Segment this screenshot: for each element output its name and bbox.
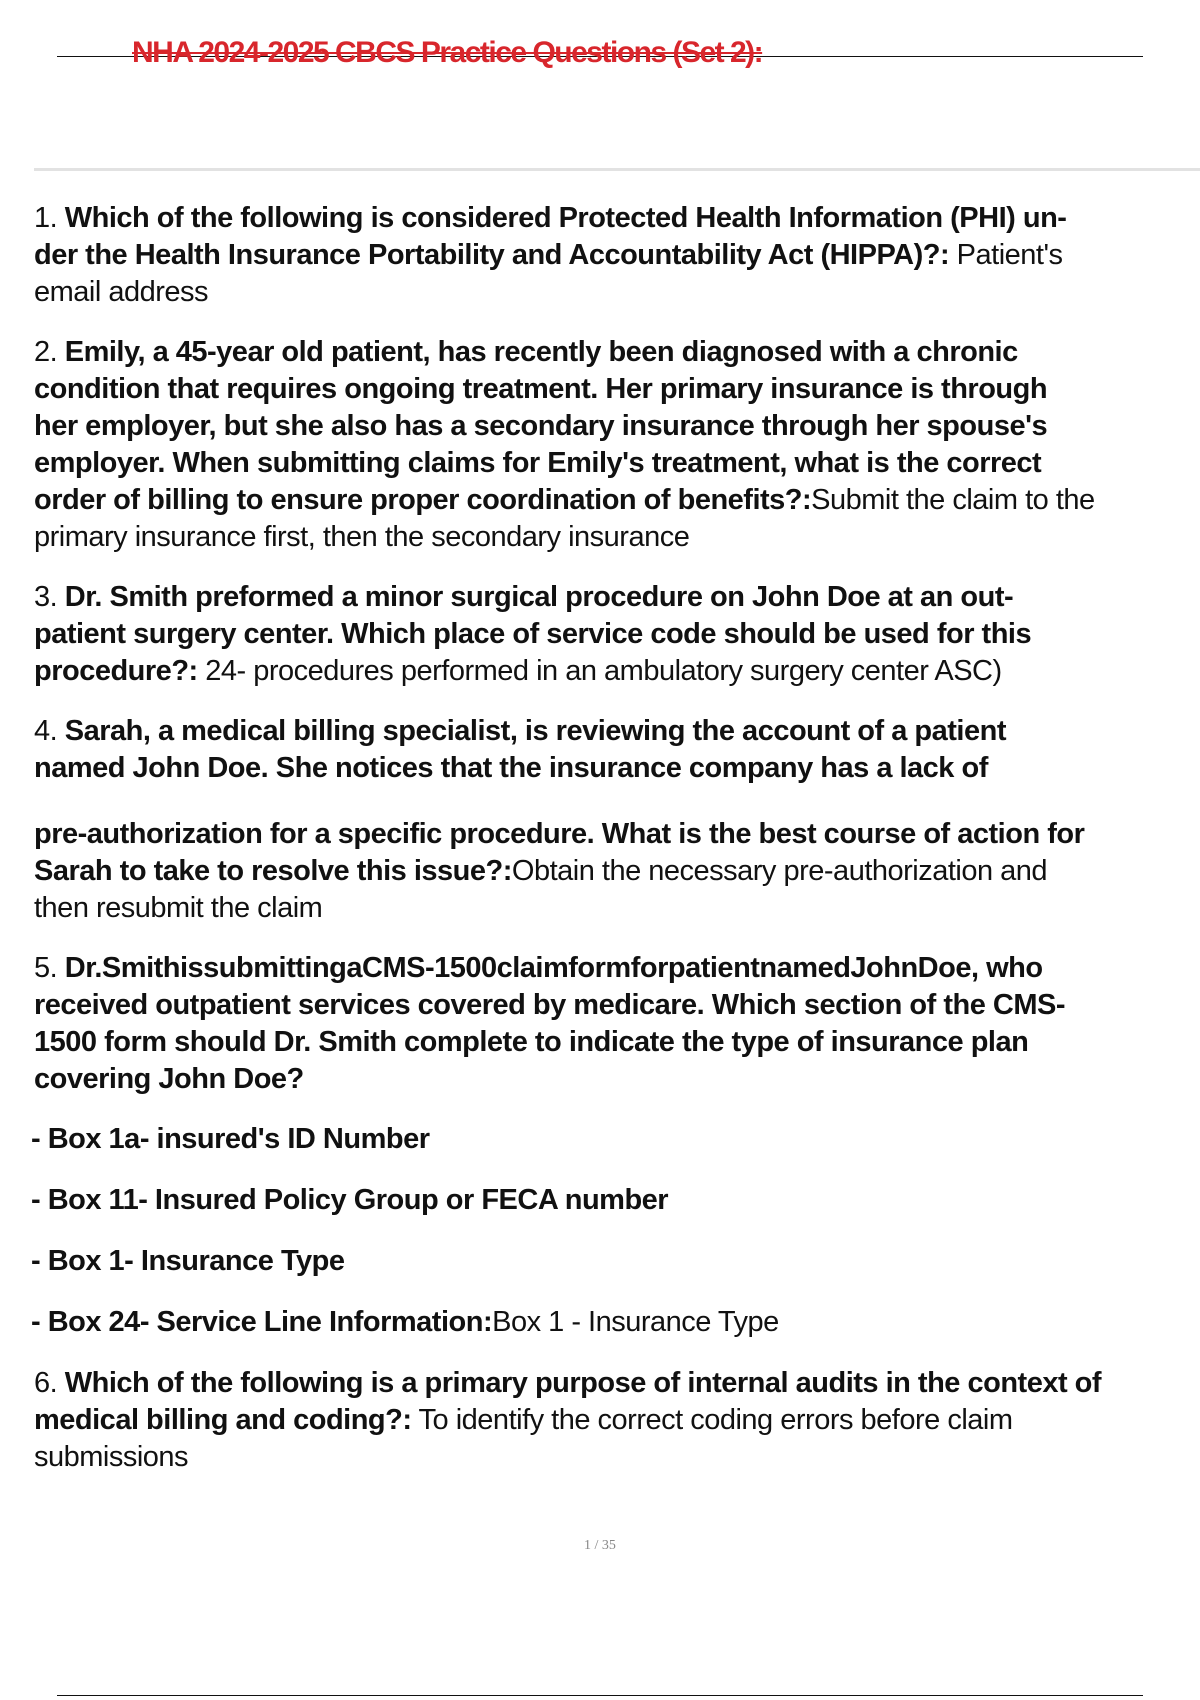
question-text: Which of the following is considered Protected Health Information (PHI) un-: [64, 202, 1067, 234]
document-title: NHA 2024-2025 CBCS Practice Questions (Set 2):: [132, 36, 763, 69]
question-3: [34, 579, 1200, 690]
answer-text: email address: [34, 276, 209, 308]
divider: [34, 168, 1200, 171]
answer-text: submissions: [34, 1441, 189, 1473]
answer-option-label: - Box 24- Service Line Information:: [31, 1306, 493, 1338]
answer-text: Submit the claim to the: [811, 484, 1095, 516]
question-5: [34, 950, 1200, 1098]
question-number: 1.: [34, 202, 58, 234]
question-number: 4.: [34, 715, 58, 747]
answer-text: Obtain the necessary pre-authorization and: [511, 855, 1048, 887]
question-text: Sarah, a medical billing specialist, is reviewing the account of a patient: [64, 715, 1006, 747]
question-text: received outpatient services covered by medicare. Which section of the CMS-: [34, 989, 1065, 1021]
footer-rule: [57, 1695, 1143, 1696]
question-number: 3.: [34, 581, 58, 613]
answer-text: Box 1 - Insurance Type: [492, 1306, 779, 1338]
question-text: order of billing to ensure proper coordination of benefits?:: [34, 484, 812, 516]
question-text: Which of the following is a primary purpose of internal audits in the context of: [64, 1367, 1102, 1399]
question-text: 1500 form should Dr. Smith complete to indicate the type of insurance plan: [34, 1026, 1029, 1058]
question-text: Dr. Smith preformed a minor surgical procedure on John Doe at an out-: [64, 581, 1014, 613]
question-text: medical billing and coding?:: [34, 1404, 412, 1436]
question-text: her employer, but she also has a secondary insurance through her spouse's: [34, 410, 1048, 442]
question-number: 2.: [34, 336, 58, 368]
question-list: [31, 200, 1200, 1499]
question-1: [34, 200, 1200, 311]
question-text: Emily, a 45-year old patient, has recently been diagnosed with a chronic: [64, 336, 1018, 368]
question-text: pre-authorization for a specific procedure. What is the best course of action for: [34, 818, 1085, 850]
question-text: Dr.SmithissubmittingaCMS-1500claimformforpatientnamedJohnDoe, who: [64, 952, 1043, 984]
question-text: condition that requires ongoing treatment. Her primary insurance is through: [34, 373, 1048, 405]
answer-option-last: [31, 1304, 1200, 1341]
answer-text: To identify the correct coding errors before claim: [411, 1404, 1013, 1436]
question-text: covering John Doe?: [34, 1063, 304, 1095]
question-6: [34, 1365, 1200, 1476]
question-text: Sarah to take to resolve this issue?:: [34, 855, 512, 887]
answer-text: then resubmit the claim: [34, 892, 323, 924]
answer-text: 24- procedures performed in an ambulatory surgery center ASC): [197, 655, 1002, 687]
answer-option: - Box 1a- insured's ID Number: [31, 1123, 430, 1155]
question-text: patient surgery center. Which place of service code should be used for this: [34, 618, 1032, 650]
answer-text: Patient's: [949, 239, 1063, 271]
question-number: 6.: [34, 1367, 58, 1399]
question-text: procedure?:: [34, 655, 198, 687]
question-text: named John Doe. She notices that the insurance company has a lack of: [34, 752, 988, 784]
answer-option: - Box 11- Insured Policy Group or FECA number: [31, 1184, 669, 1216]
page-header: [57, 30, 1143, 78]
question-4: [34, 713, 1200, 927]
page-number: 1 / 35: [584, 1538, 616, 1553]
question-text: der the Health Insurance Portability and Accountability Act (HIPPA)?:: [34, 239, 950, 271]
question-text: employer. When submitting claims for Emily's treatment, what is the correct: [34, 447, 1042, 479]
answer-text: primary insurance first, then the secondary insurance: [34, 521, 690, 553]
question-number: 5.: [34, 952, 58, 984]
answer-option: - Box 1- Insurance Type: [31, 1245, 345, 1277]
question-2: [34, 334, 1200, 556]
